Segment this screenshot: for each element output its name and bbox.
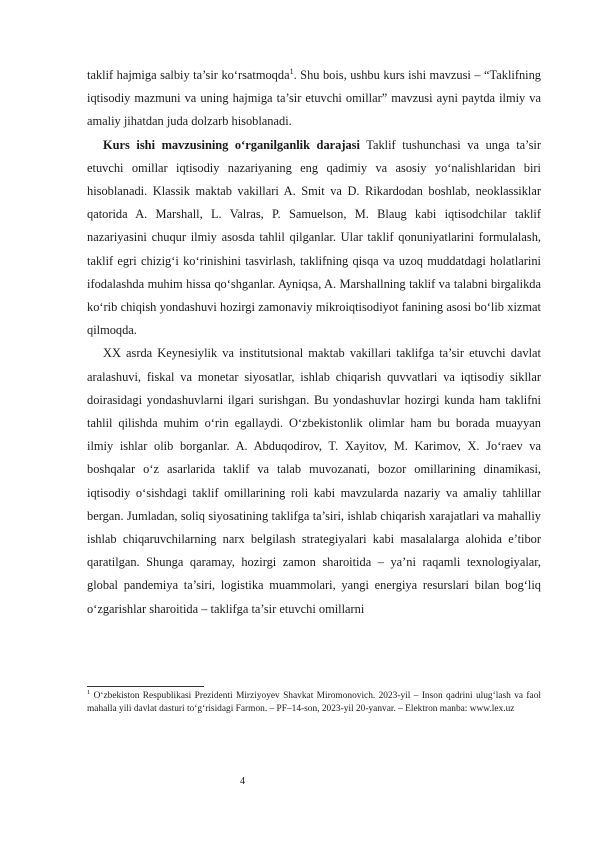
page-number: 4: [240, 776, 245, 787]
paragraph-1: [87, 64, 541, 134]
paragraph-2-text: Taklif tushunchasi va unga ta’sir etuvchi omillar iqtisodiy nazariyaning eng qadimiy va asosiy yo‘nalishlaridan biri hisoblanadi. Klassik maktab vakillari A. Smit va D. Rikardodan boshlab, neoklassiklar qatorida A. Marshall, L. Valras, P. Samuelson, M. Blaug kabi iqtisodchilar taklif nazariyasini chuqur ilmiy asosda tahlil qilganlar. Ular taklif qonuniyatlarini formulalash, taklif egri chizig‘i ko‘rinishini tasvirlash, taklifning qisqa va uzoq muddatdagi holatlarini ifodalashda muhim hissa qo‘shganlar. Ayniqsa, A. Marshallning taklif va talabni birgalikda ko‘rib chiqish yondashuvi hozirgi zamonaviy mikroiqtisodiyot fanining asosi bo‘lib xizmat qilmoqda.: [87, 137, 541, 338]
paragraph-2: [87, 134, 541, 343]
footnote-reference[interactable]: 1: [289, 66, 294, 76]
paragraph-1-text: taklif hajmiga salbiy ta’sir ko‘rsatmoqda: [87, 68, 290, 82]
paragraph-3: [87, 342, 541, 620]
section-heading-inline: Kurs ishi mavzusining o‘rganilganlik darajasi: [103, 137, 360, 152]
footnote-text: O‘zbekiston Respublikasi Prezidenti Mirziyoyev Shavkat Miromonovich. 2023-yil – Inson qadrini ulug‘lash va faol mahalla yili davlat dasturi to‘g‘risidagi Farmon. – PF–14-son, 2023-yil 20-yanvar. – Elektron manba: www.lex.uz: [87, 691, 541, 714]
footnote-divider: [87, 686, 204, 687]
footnote: [87, 690, 541, 716]
footnote-marker: 1: [87, 688, 91, 696]
paragraph-3-text: XX asrda Keynesiylik va institutsional maktab vakillari taklifga ta’sir etuvchi davlat aralashuvi, fiskal va monetar siyosatlar, ishlab chiqarish quvvatlari va iqtisodiy sikllar doirasidagi yondashuvlarni ilgari surishgan. Bu yondashuvlar hozirgi kunda ham taklifni tahlil qilishda muhim o‘rin egallaydi. O‘zbekistonlik olimlar ham bu borada muayyan ilmiy ishlar olib borganlar. A. Abduqodirov, T. Xayitov, M. Karimov, X. Jo‘raev va boshqalar o‘z asarlarida taklif va talab muvozanati, bozor omillarining dinamikasi, iqtisodiy o‘sishdagi taklif omillarining roli kabi mavzularda nazariy va amaliy tahlillar bergan. Jumladan, soliq siyosatining taklifga ta’siri, ishlab chiqarish xarajatlari va mahalliy ishlab chiqaruvchilarning narx belgilash strategiyalari kabi masalalarga alohida e’tibor qaratilgan. Shunga qaramay, hozirgi zamon sharoitida – ya’ni raqamli texnologiyalar, global pandemiya ta’siri, logistika muammolari, yangi energiya resurslari bilan bog‘liq o‘zgarishlar sharoitida – taklifga ta’sir etuvchi omillarni: [87, 346, 541, 616]
document-body: [87, 64, 541, 621]
paragraph-1-text-continued: . Shu bois, ushbu kurs ishi mavzusi – “Taklifning iqtisodiy mazmuni va uning hajmiga ta’sir etuvchi omillar” mavzusi ayni paytda ilmiy va amaliy jihatdan juda dolzarb hisoblanadi.: [87, 68, 541, 129]
